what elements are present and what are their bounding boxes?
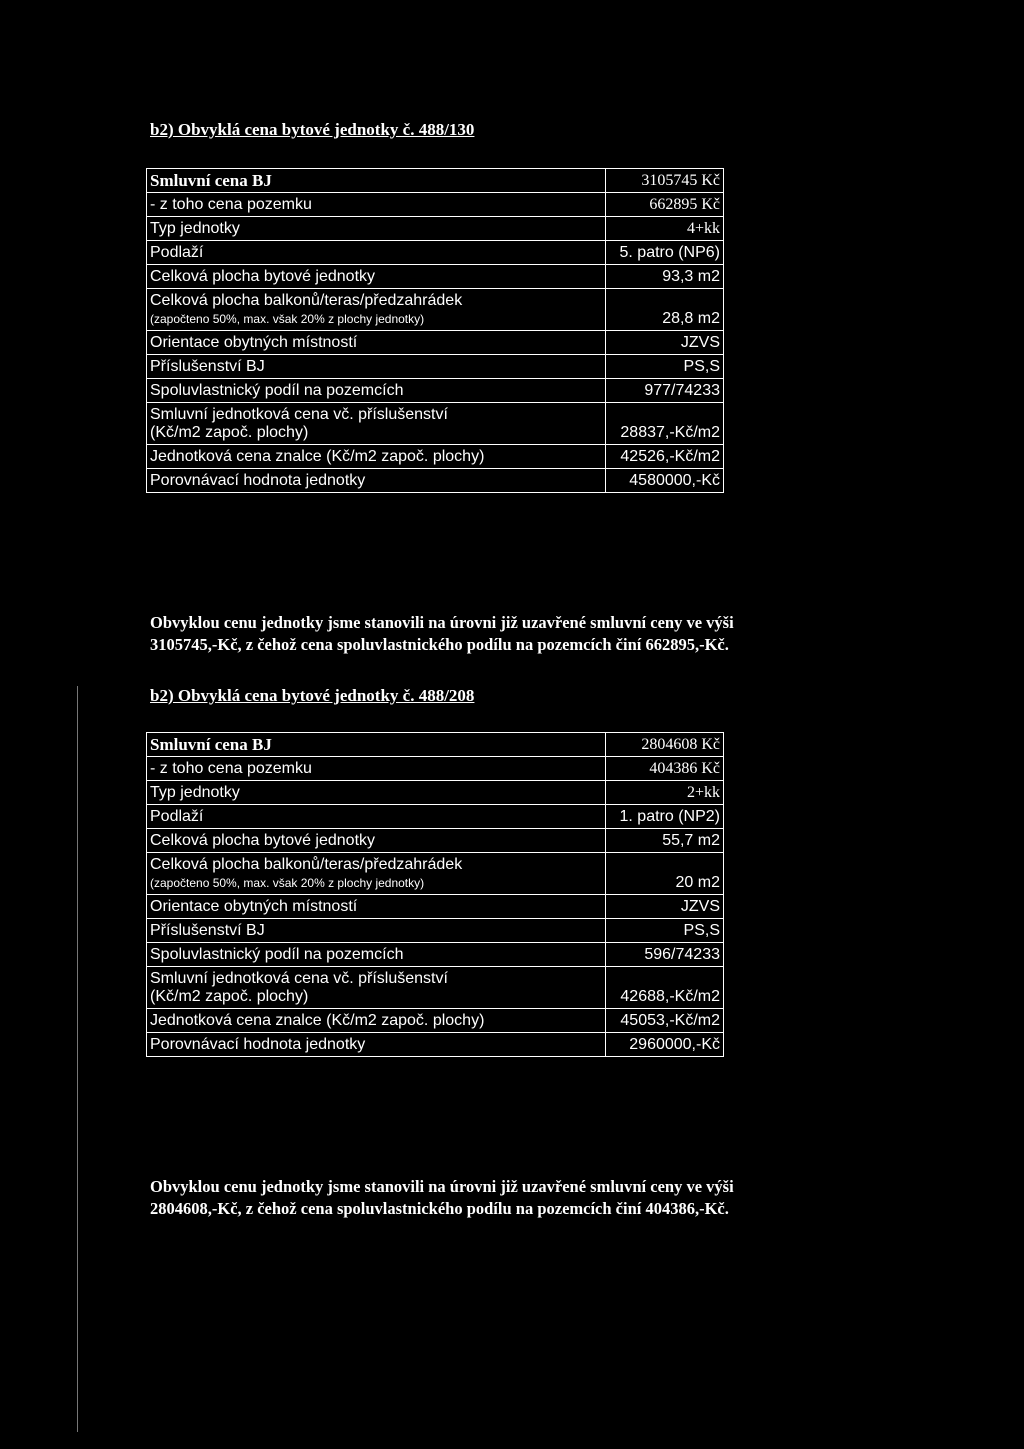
row-label (147, 289, 606, 331)
table-row (147, 853, 724, 895)
row-label: Orientace obytných místností (147, 331, 606, 355)
row-value: 1. patro (NP2) (606, 805, 724, 829)
table-row (147, 289, 724, 331)
row-value: 662895 Kč (606, 193, 724, 217)
table-row (147, 781, 724, 805)
row-label: Jednotková cena znalce (Kč/m2 započ. plochy) (147, 445, 606, 469)
row-value: 4580000,-Kč (606, 469, 724, 493)
row-label: - z toho cena pozemku (147, 757, 606, 781)
row-label-line: Celková plocha balkonů/teras/předzahrádek (150, 292, 463, 309)
row-value: 20 m2 (606, 853, 724, 895)
paragraph-line: Obvyklou cenu jednotky jsme stanovili na úrovni již uzavřené smluvní ceny ve výši (150, 1177, 734, 1196)
row-value: 2960000,-Kč (606, 1033, 724, 1057)
table-row (147, 1009, 724, 1033)
row-label: Podlaží (147, 805, 606, 829)
row-value: 2804608 Kč (606, 733, 724, 757)
table-row (147, 943, 724, 967)
row-label: Jednotková cena znalce (Kč/m2 započ. plochy) (147, 1009, 606, 1033)
row-label-line: (Kč/m2 započ. plochy) (150, 424, 309, 441)
row-label: Porovnávací hodnota jednotky (147, 1033, 606, 1057)
row-value: 404386 Kč (606, 757, 724, 781)
table-row (147, 757, 724, 781)
paragraph-line: 2804608,-Kč, z čehož cena spoluvlastnického podílu na pozemcích činí 404386,-Kč. (150, 1199, 729, 1218)
row-value: PS,S (606, 919, 724, 943)
unit-parameters-table-488-208 (146, 732, 724, 1057)
row-label: Celková plocha bytové jednotky (147, 265, 606, 289)
table-row (147, 355, 724, 379)
table-row (147, 733, 724, 757)
row-label: Podlaží (147, 241, 606, 265)
row-label: Orientace obytných místností (147, 895, 606, 919)
row-value: 28,8 m2 (606, 289, 724, 331)
table-row (147, 331, 724, 355)
table-row (147, 919, 724, 943)
table-row (147, 469, 724, 493)
table-row (147, 241, 724, 265)
margin-line (77, 686, 78, 1432)
row-value: 45053,-Kč/m2 (606, 1009, 724, 1033)
row-label-note: (započteno 50%, max. však 20% z plochy jednotky) (150, 312, 425, 326)
row-label-note: (započteno 50%, max. však 20% z plochy jednotky) (150, 876, 425, 890)
table-row (147, 445, 724, 469)
section-heading-488-130: b2) Obvyklá cena bytové jednotky č. 488/130 (150, 120, 475, 139)
table-row (147, 895, 724, 919)
row-value: JZVS (606, 331, 724, 355)
row-value: 28837,-Kč/m2 (606, 403, 724, 445)
row-value: 93,3 m2 (606, 265, 724, 289)
table-row (147, 379, 724, 403)
row-value: 3105745 Kč (606, 169, 724, 193)
row-label: Příslušenství BJ (147, 919, 606, 943)
row-value: JZVS (606, 895, 724, 919)
row-label (147, 967, 606, 1009)
table-row (147, 169, 724, 193)
row-label: Smluvní cena BJ (147, 169, 606, 193)
row-label: Spoluvlastnický podíl na pozemcích (147, 379, 606, 403)
unit-parameters-table-488-130 (146, 168, 724, 493)
row-label: - z toho cena pozemku (147, 193, 606, 217)
row-value: 5. patro (NP6) (606, 241, 724, 265)
row-value: 42688,-Kč/m2 (606, 967, 724, 1009)
table-row (147, 967, 724, 1009)
table-row (147, 265, 724, 289)
table-row (147, 403, 724, 445)
paragraph-line: Obvyklou cenu jednotky jsme stanovili na úrovni již uzavřené smluvní ceny ve výši (150, 613, 734, 632)
table-row (147, 829, 724, 853)
row-value: 2+kk (606, 781, 724, 805)
row-label (147, 403, 606, 445)
row-label: Celková plocha bytové jednotky (147, 829, 606, 853)
table-row (147, 217, 724, 241)
row-label-line: (Kč/m2 započ. plochy) (150, 988, 309, 1005)
conclusion-paragraph-488-130 (150, 612, 885, 656)
row-label-line: Smluvní jednotková cena vč. příslušenství (150, 970, 448, 987)
row-label: Typ jednotky (147, 781, 606, 805)
row-label (147, 853, 606, 895)
row-label: Typ jednotky (147, 217, 606, 241)
row-label: Porovnávací hodnota jednotky (147, 469, 606, 493)
paragraph-line: 3105745,-Kč, z čehož cena spoluvlastnického podílu na pozemcích činí 662895,-Kč. (150, 635, 729, 654)
conclusion-paragraph-488-208 (150, 1176, 885, 1220)
row-label: Spoluvlastnický podíl na pozemcích (147, 943, 606, 967)
row-label: Příslušenství BJ (147, 355, 606, 379)
table-row (147, 193, 724, 217)
row-label-line: Celková plocha balkonů/teras/předzahrádek (150, 856, 463, 873)
row-value: 42526,-Kč/m2 (606, 445, 724, 469)
table-row (147, 805, 724, 829)
row-value: 4+kk (606, 217, 724, 241)
row-label-line: Smluvní jednotková cena vč. příslušenství (150, 406, 448, 423)
row-label: Smluvní cena BJ (147, 733, 606, 757)
row-value: 977/74233 (606, 379, 724, 403)
table-row (147, 1033, 724, 1057)
row-value: 596/74233 (606, 943, 724, 967)
row-value: PS,S (606, 355, 724, 379)
section-heading-488-208: b2) Obvyklá cena bytové jednotky č. 488/208 (150, 686, 475, 705)
row-value: 55,7 m2 (606, 829, 724, 853)
